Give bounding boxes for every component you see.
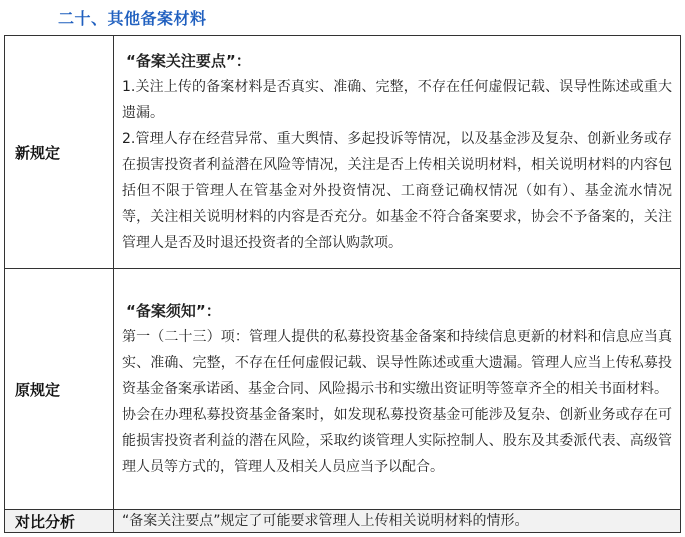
new-rule-content [114,36,681,269]
table-row-old-rule [5,269,681,510]
table-row-comparison [5,510,681,533]
new-rule-heading: “备案关注要点”： [126,52,251,70]
row-label-new: 新规定 [5,36,114,269]
new-rule-point-2: 2.管理人存在经营异常、重大舆情、多起投诉等情况，以及基金涉及复杂、创新业务或存在损害投资者利益潜在风险等情况，关注是否上传相关说明材料，相关说明材料的内容包括但不限于管理人在管基金对外投资情况、工商登记确权情况（如有）、基金流水情况等，关注相关说明材料的内容是否充分。如基金不符合备案要求，协会不予备案的，关注管理人是否及时退还投资者的全部认购款项。 [122,131,672,251]
old-rule-heading: “备案须知”： [126,302,221,320]
new-rule-point-1: 1.关注上传的备案材料是否真实、准确、完整，不存在任何虚假记载、误导性陈述或重大遗漏。 [122,79,672,121]
old-rule-paragraph-2: 协会在办理私募投资基金备案时，如发现私募投资基金可能涉及复杂、创新业务或存在可能损害投资者利益的潜在风险，采取约谈管理人实际控制人、股东及其委派代表、高级管理人员等方式的，管理人及相关人员应当予以配合。 [122,407,672,475]
row-label-compare: 对比分析 [5,510,114,533]
table-row-new-rule [5,36,681,269]
section-title: 二十、其他备案材料 [58,9,207,28]
old-rule-content [114,269,681,510]
comparison-text: “备案关注要点”规定了可能要求管理人上传相关说明材料的情形。 [114,510,681,533]
old-rule-paragraph-1: 第一（二十三）项：管理人提供的私募投资基金备案和持续信息更新的材料和信息应当真实、准确、完整，不存在任何虚假记载、误导性陈述或重大遗漏。管理人应当上传私募投资基金备案承诺函、基金合同、风险揭示书和实缴出资证明等签章齐全的相关书面材料。 [122,329,672,397]
row-label-old: 原规定 [5,269,114,510]
comparison-table [4,35,681,533]
